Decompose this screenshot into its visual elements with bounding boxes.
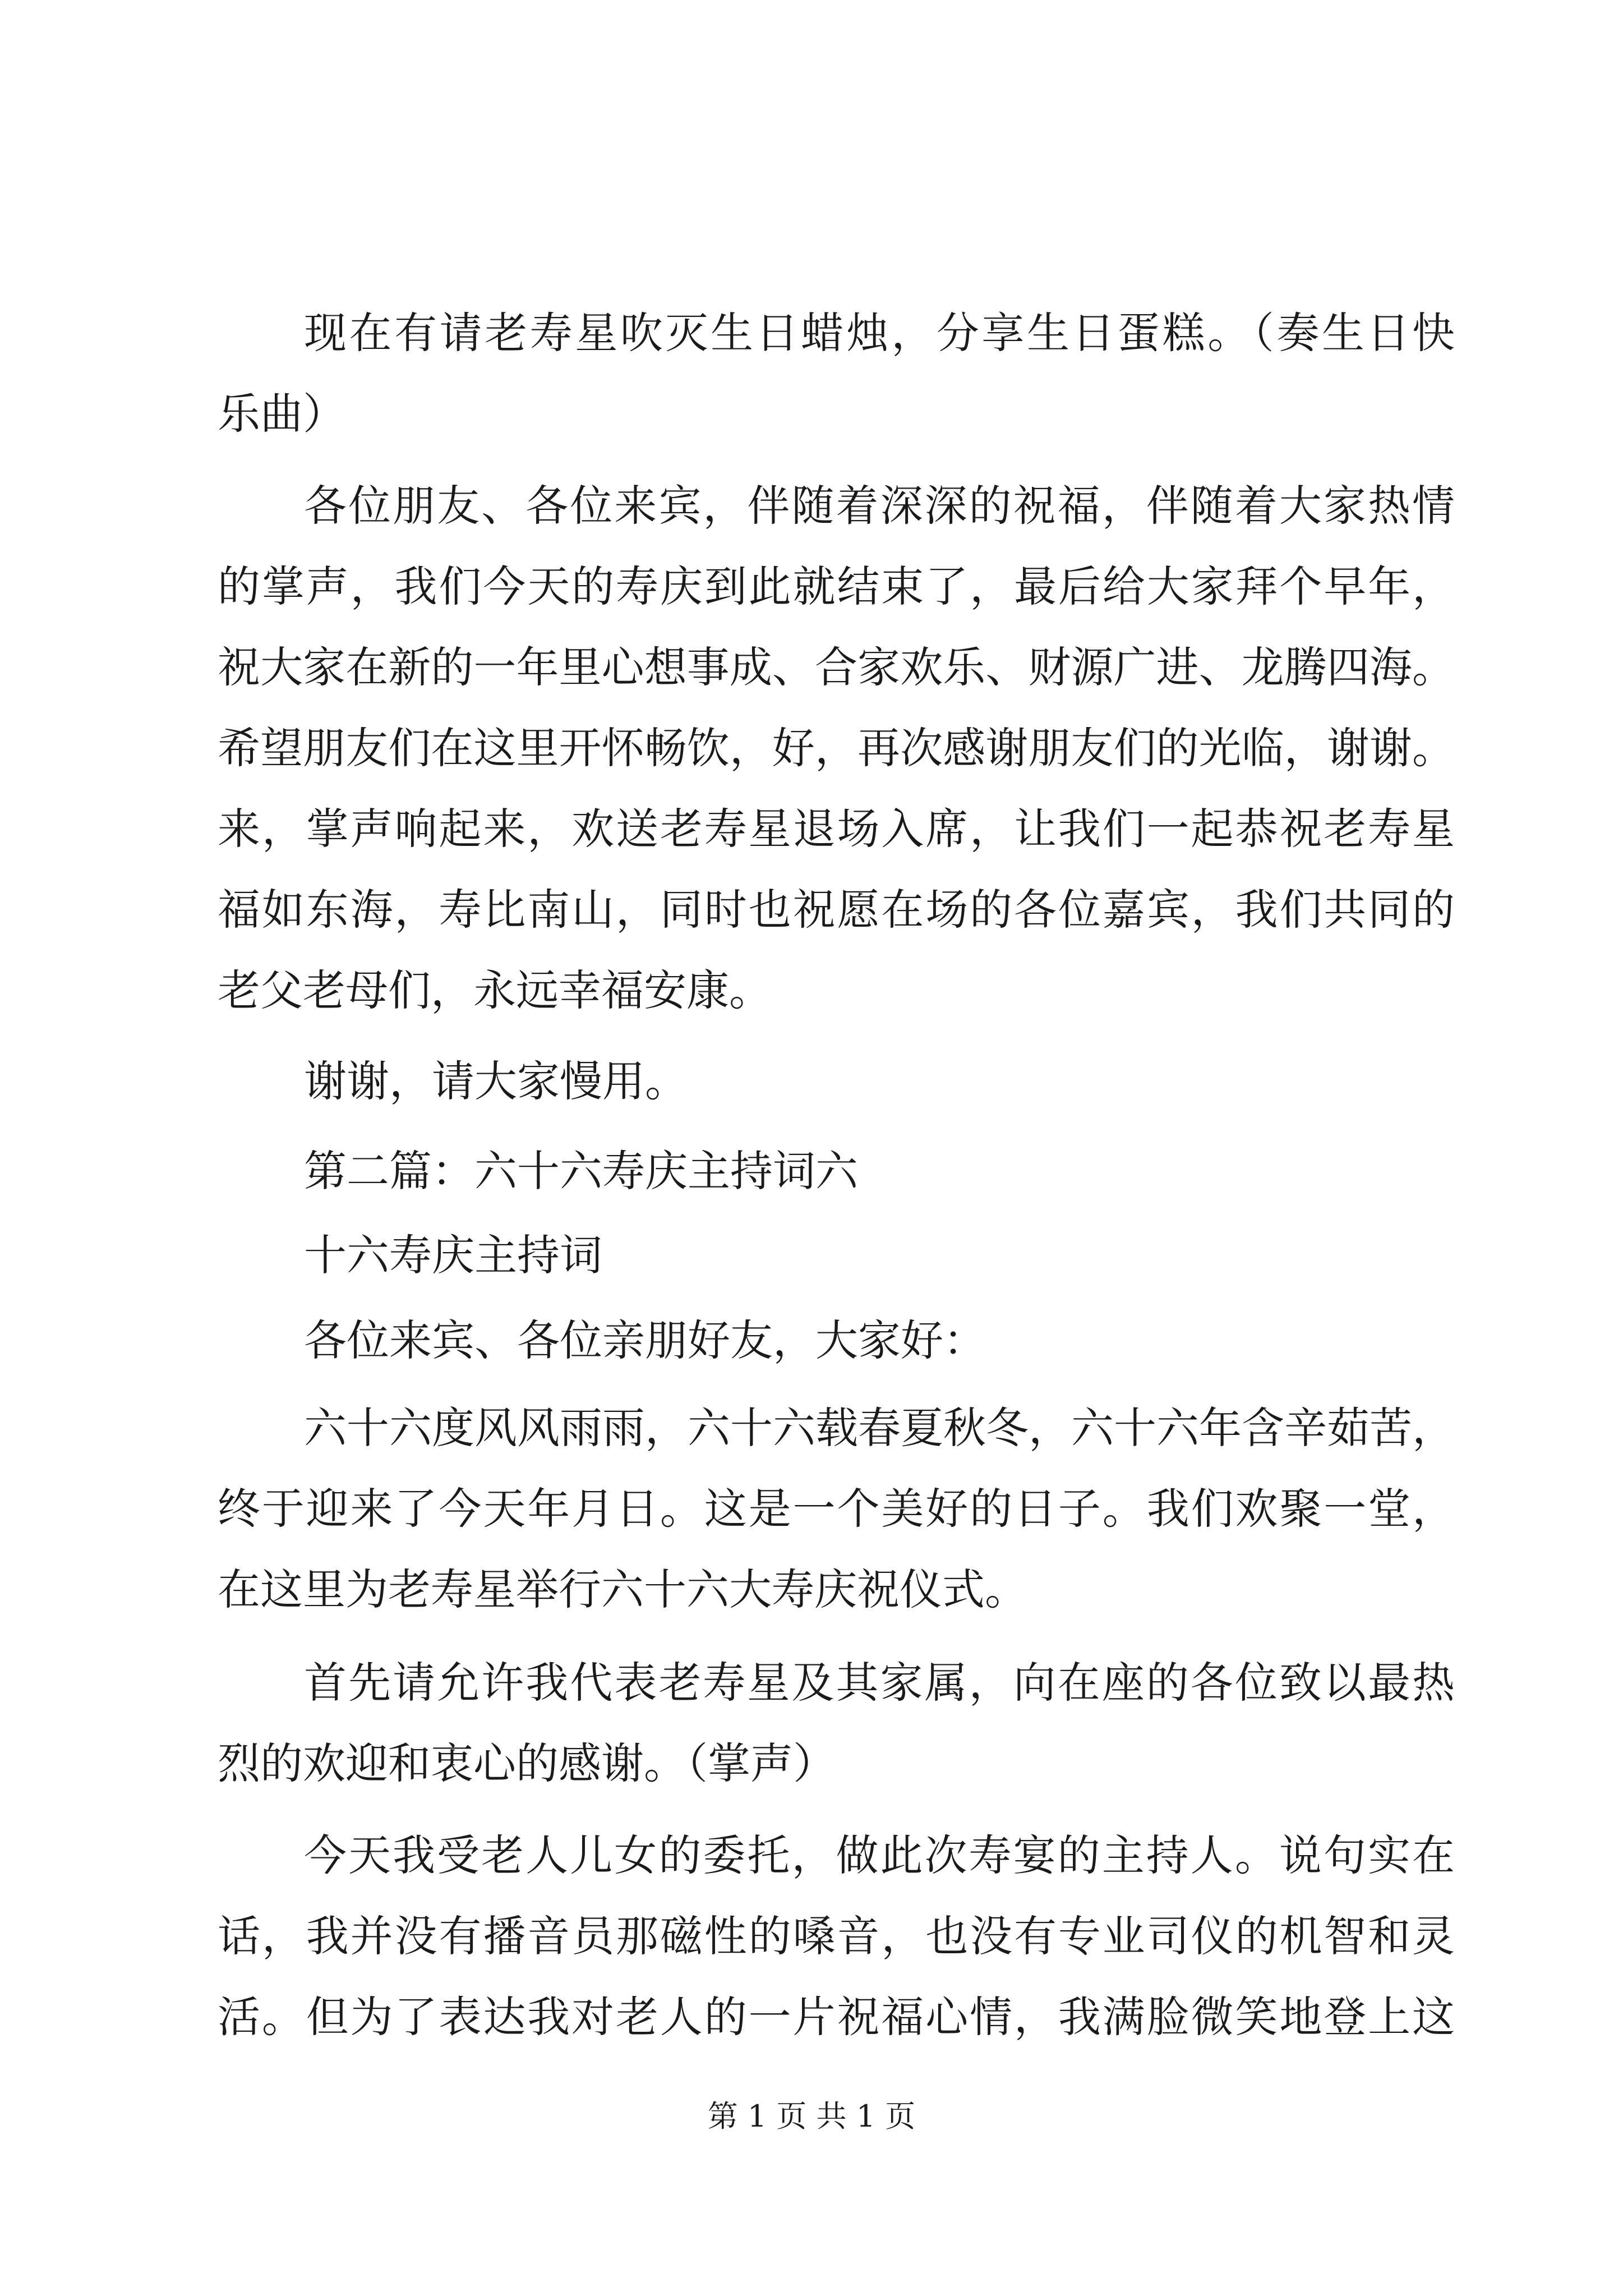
paragraph-line: 在这里为老寿星举行六十六大寿庆祝仪式。 [218, 1565, 1027, 1614]
paragraph-line: 来，掌声响起来，欢送老寿星退场入席，让我们一起恭祝老寿星 [218, 804, 1456, 854]
paragraph-line: 福如东海，寿比南山，同时也祝愿在场的各位嘉宾，我们共同的 [218, 885, 1456, 935]
paragraph-line: 六十六度风风雨雨，六十六载春夏秋冬，六十六年含辛茹苦， [304, 1403, 1455, 1453]
paragraph-line: 各位朋友、各位来宾，伴随着深深的祝福，伴随着大家热情 [304, 481, 1457, 531]
paragraph-line: 谢谢，请大家慢用。 [304, 1056, 688, 1106]
paragraph-line: 乐曲） [218, 389, 345, 439]
paragraph-line: 现在有请老寿星吹灭生日蜡烛，分享生日蛋糕。（奏生日快 [304, 308, 1458, 358]
paragraph-line: 的掌声，我们今天的寿庆到此就结束了，最后给大家拜个早年， [218, 562, 1456, 611]
paragraph-line: 老父老母们，永远幸福安康。 [218, 965, 772, 1015]
paragraph-line: 祝大家在新的一年里心想事成、合家欢乐、财源广进、龙腾四海。 [218, 642, 1455, 692]
paragraph-line: 活。但为了表达我对老人的一片祝福心情，我满脸微笑地登上这 [218, 1992, 1456, 2042]
section-heading: 第二篇：六十六寿庆主持词六 [304, 1146, 858, 1196]
paragraph-line: 希望朋友们在这里开怀畅饮，好，再次感谢朋友们的光临，谢谢。 [218, 723, 1455, 773]
paragraph-line: 烈的欢迎和衷心的感谢。（掌声） [218, 1738, 836, 1788]
section-heading: 十六寿庆主持词 [304, 1230, 602, 1280]
paragraph-line: 今天我受老人儿女的委托，做此次寿宴的主持人。说句实在 [304, 1830, 1457, 1880]
page-footer: 第 1 页 共 1 页 [707, 2099, 916, 2134]
paragraph-line: 话，我并没有播音员那磁性的嗓音，也没有专业司仪的机智和灵 [218, 1911, 1456, 1961]
paragraph-line: 各位来宾、各位亲朋好友，大家好： [304, 1315, 986, 1365]
paragraph-line: 首先请允许我代表老寿星及其家属，向在座的各位致以最热 [304, 1658, 1457, 1708]
paragraph-line: 终于迎来了今天年月日。这是一个美好的日子。我们欢聚一堂， [218, 1484, 1456, 1534]
